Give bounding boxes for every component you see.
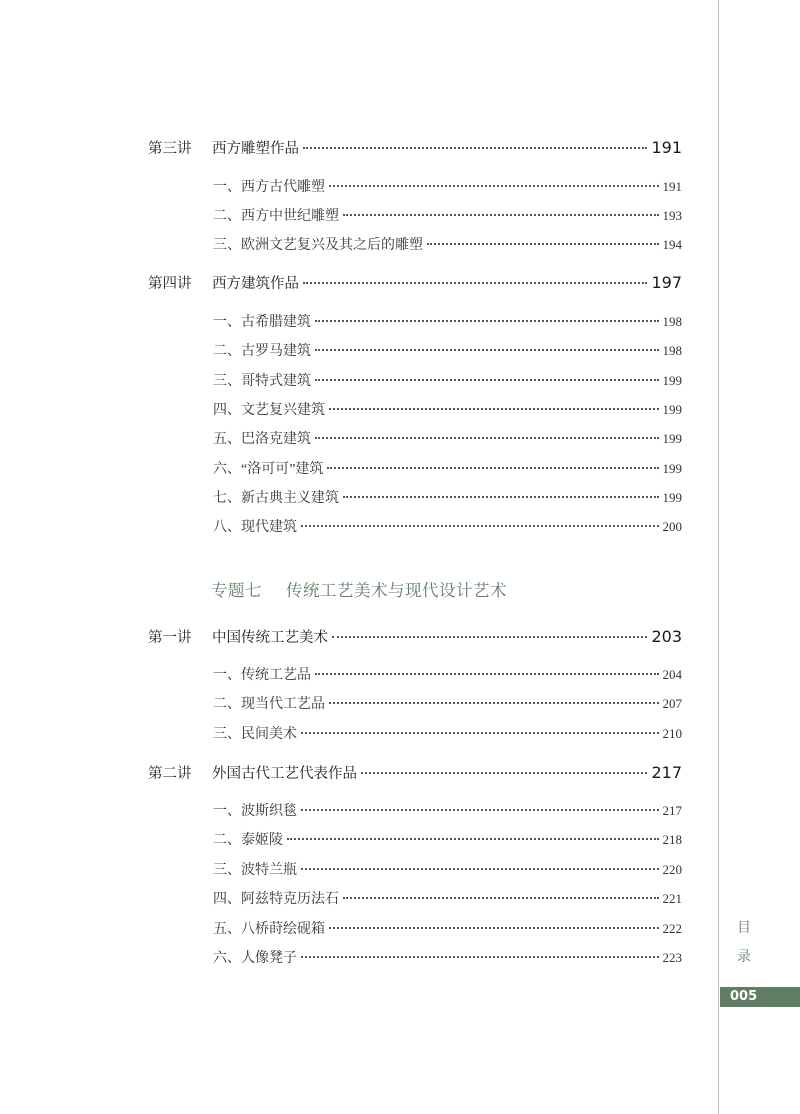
toc-item[interactable]	[213, 888, 682, 908]
page-ref: 222	[662, 921, 682, 936]
page-ref: 197	[651, 273, 682, 292]
toc-item[interactable]	[213, 516, 682, 536]
page-ref: 217	[662, 803, 682, 818]
dot-leader	[343, 496, 659, 498]
page-ref: 223	[662, 950, 682, 965]
page-ref: 194	[662, 237, 682, 252]
item-label: 二、现当代工艺品	[213, 697, 325, 712]
toc-lecture-2[interactable]	[148, 762, 682, 783]
page-ref: 207	[662, 696, 682, 711]
dot-leader	[361, 772, 647, 774]
dot-leader	[343, 897, 659, 899]
page-ref: 199	[662, 461, 682, 476]
dot-leader	[427, 243, 659, 245]
toc-item[interactable]	[213, 800, 682, 820]
toc-item[interactable]	[213, 399, 682, 419]
item-label: 二、古罗马建筑	[213, 344, 311, 359]
item-label: 一、波斯织毯	[213, 804, 297, 819]
topic-title: 传统工艺美术与现代设计艺术	[286, 581, 507, 600]
dot-leader	[315, 379, 659, 381]
dot-leader	[315, 673, 659, 675]
item-label: 一、西方古代雕塑	[213, 180, 325, 195]
page-ref: 193	[662, 208, 682, 223]
toc-lecture-4[interactable]	[148, 272, 682, 293]
page-ref: 217	[651, 763, 682, 782]
toc-item[interactable]	[213, 428, 682, 448]
toc-lecture-3[interactable]	[148, 137, 682, 158]
dot-leader	[301, 809, 659, 811]
toc-item[interactable]	[213, 723, 682, 743]
page-ref: 199	[662, 490, 682, 505]
lecture-title: 西方雕塑作品	[212, 141, 299, 157]
item-label: 六、“洛可可”建筑	[213, 462, 324, 477]
item-label: 三、民间美术	[213, 727, 297, 742]
lecture-title: 中国传统工艺美术	[212, 630, 328, 646]
dot-leader	[287, 838, 659, 840]
dot-leader	[303, 147, 647, 149]
page-ref: 191	[651, 138, 682, 157]
item-label: 二、泰姬陵	[213, 833, 283, 848]
page-ref: 210	[662, 726, 682, 741]
item-label: 四、阿兹特克历法石	[213, 892, 339, 907]
dot-leader	[329, 702, 659, 704]
item-label: 五、巴洛克建筑	[213, 432, 311, 447]
lecture-number: 第二讲	[148, 766, 192, 782]
item-label: 三、波特兰瓶	[213, 863, 297, 878]
item-label: 三、欧洲文艺复兴及其之后的雕塑	[213, 238, 423, 253]
item-label: 七、新古典主义建筑	[213, 491, 339, 506]
page-ref: 220	[662, 862, 682, 877]
page-ref: 221	[662, 891, 682, 906]
page-ref: 199	[662, 373, 682, 388]
topic-label: 专题七	[211, 581, 262, 600]
dot-leader	[301, 525, 659, 527]
lecture-number: 第四讲	[148, 276, 192, 292]
item-label: 一、传统工艺品	[213, 668, 311, 683]
item-label: 二、西方中世纪雕塑	[213, 209, 339, 224]
dot-leader	[343, 214, 659, 216]
dot-leader	[301, 956, 659, 958]
page-ref: 191	[662, 179, 682, 194]
dot-leader	[301, 868, 659, 870]
dot-leader	[332, 636, 647, 638]
item-label: 五、八桥莳绘砚箱	[213, 922, 325, 937]
toc-item[interactable]	[213, 311, 682, 331]
dot-leader	[303, 282, 647, 284]
toc-item[interactable]	[213, 829, 682, 849]
item-label: 四、文艺复兴建筑	[213, 403, 325, 418]
page-ref: 198	[662, 314, 682, 329]
toc-item[interactable]	[213, 859, 682, 879]
item-label: 六、人像凳子	[213, 951, 297, 966]
dot-leader	[301, 732, 659, 734]
page-ref: 204	[662, 667, 682, 682]
dot-leader	[327, 467, 658, 469]
lecture-number: 第一讲	[148, 630, 192, 646]
toc-item[interactable]	[213, 487, 682, 507]
toc-item[interactable]	[213, 664, 682, 684]
lecture-title: 外国古代工艺代表作品	[212, 766, 357, 782]
side-label-mu: 目	[737, 920, 751, 936]
item-label: 八、现代建筑	[213, 520, 297, 535]
dot-leader	[329, 185, 659, 187]
toc-item[interactable]	[213, 234, 682, 254]
side-label-lu: 录	[737, 949, 751, 965]
toc-item[interactable]	[213, 693, 682, 713]
lecture-number: 第三讲	[148, 141, 192, 157]
item-label: 三、哥特式建筑	[213, 374, 311, 389]
dot-leader	[315, 437, 659, 439]
toc-item[interactable]	[213, 947, 682, 967]
page-ref: 199	[662, 402, 682, 417]
dot-leader	[329, 927, 659, 929]
page-ref: 200	[662, 519, 682, 534]
dot-leader	[315, 349, 659, 351]
page-ref: 203	[651, 627, 682, 646]
page-ref: 198	[662, 343, 682, 358]
page-number-tab: 005	[720, 987, 800, 1007]
toc-item[interactable]	[213, 370, 682, 390]
toc-item[interactable]	[213, 458, 682, 478]
page-ref: 218	[662, 832, 682, 847]
toc-lecture-1[interactable]	[148, 626, 682, 647]
page-edge-rule	[718, 0, 719, 1114]
page-ref: 199	[662, 431, 682, 446]
toc-item[interactable]	[213, 205, 682, 225]
item-label: 一、古希腊建筑	[213, 315, 311, 330]
toc-item[interactable]	[213, 918, 682, 938]
lecture-title: 西方建筑作品	[212, 276, 299, 292]
dot-leader	[329, 408, 659, 410]
toc-item[interactable]	[213, 176, 682, 196]
toc-item[interactable]	[213, 340, 682, 360]
dot-leader	[315, 320, 659, 322]
topic-heading	[0, 577, 718, 601]
